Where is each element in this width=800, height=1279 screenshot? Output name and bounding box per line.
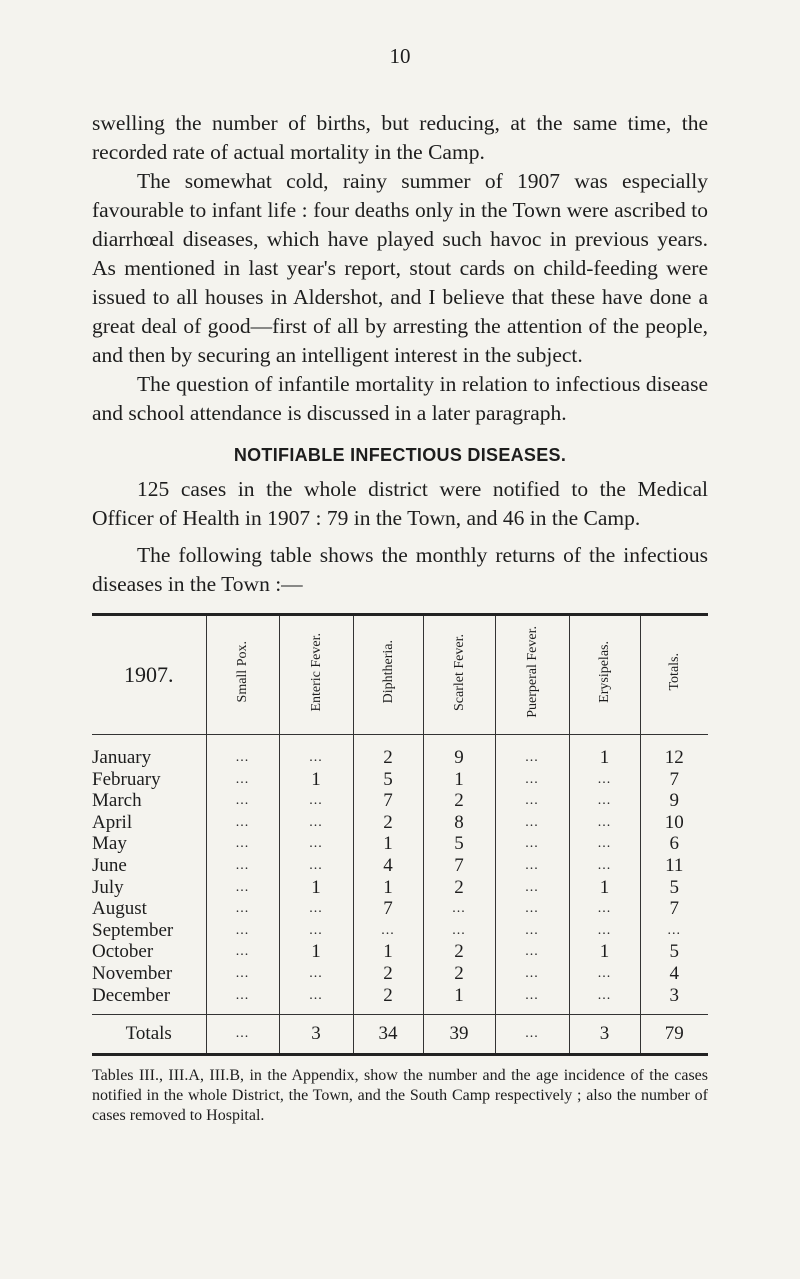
document-page xyxy=(92,44,708,1126)
value-cell: ... xyxy=(640,920,708,942)
month-cell: July xyxy=(92,876,124,898)
value-cell: ... xyxy=(495,790,569,812)
table-row xyxy=(92,769,708,791)
col-header-diphtheria: Diphtheria. xyxy=(353,615,423,735)
value-cell: 9 xyxy=(423,735,495,769)
total-cell: 79 xyxy=(640,1015,708,1055)
value-cell: 7 xyxy=(640,898,708,920)
value-cell: ... xyxy=(569,920,640,942)
value-cell: ... xyxy=(206,833,279,855)
value-cell: ... xyxy=(279,920,353,942)
value-cell: ... xyxy=(495,963,569,985)
value-cell: ... xyxy=(279,855,353,877)
table-intro: The following table shows the monthly returns of the infectious diseases in the Town :— xyxy=(92,543,708,596)
value-cell: ... xyxy=(495,855,569,877)
value-cell: ... xyxy=(206,920,279,942)
value-cell: ... xyxy=(206,898,279,920)
value-cell: ... xyxy=(206,941,279,963)
value-cell: ... xyxy=(206,812,279,834)
value-cell: 11 xyxy=(640,855,708,877)
value-cell: ... xyxy=(495,769,569,791)
value-cell: 6 xyxy=(640,833,708,855)
value-cell: ... xyxy=(569,898,640,920)
value-cell: 1 xyxy=(279,769,353,791)
value-cell: 2 xyxy=(423,790,495,812)
footnote: Tables III., III.A, III.B, in the Appendix, show the number and the age incidence of the cases notified in the whole District, the Town, and the South Camp respectively ; also the number of cases removed to Hospital. xyxy=(92,1067,708,1125)
table-row xyxy=(92,985,708,1015)
value-cell: 9 xyxy=(640,790,708,812)
page-number: 10 xyxy=(389,44,411,68)
value-cell: 4 xyxy=(353,855,423,877)
value-cell: 1 xyxy=(423,985,495,1015)
value-cell: ... xyxy=(279,812,353,834)
value-cell: 8 xyxy=(423,812,495,834)
value-cell: ... xyxy=(495,920,569,942)
value-cell: ... xyxy=(279,985,353,1015)
col-header-erysipelas: Erysipelas. xyxy=(569,615,640,735)
value-cell: ... xyxy=(569,985,640,1015)
value-cell: 2 xyxy=(423,877,495,899)
value-cell: ... xyxy=(206,877,279,899)
value-cell: 10 xyxy=(640,812,708,834)
value-cell: 5 xyxy=(640,877,708,899)
month-cell: May xyxy=(92,833,127,855)
month-cell: March xyxy=(92,790,142,812)
month-cell: February xyxy=(92,768,161,790)
value-cell: 1 xyxy=(279,941,353,963)
value-cell: ... xyxy=(423,898,495,920)
month-cell: October xyxy=(92,941,154,963)
total-cell: 3 xyxy=(569,1015,640,1055)
total-cell: 39 xyxy=(423,1015,495,1055)
value-cell: ... xyxy=(495,833,569,855)
value-cell: 1 xyxy=(569,877,640,899)
col-header-scarlet-fever: Scarlet Fever. xyxy=(423,615,495,735)
value-cell: ... xyxy=(423,920,495,942)
value-cell: ... xyxy=(569,855,640,877)
value-cell: 1 xyxy=(353,941,423,963)
totals-label: Totals xyxy=(92,1015,206,1055)
table-row xyxy=(92,833,708,855)
table-row xyxy=(92,877,708,899)
value-cell: ... xyxy=(495,985,569,1015)
table-row xyxy=(92,790,708,812)
value-cell: ... xyxy=(495,941,569,963)
month-cell: December xyxy=(92,984,171,1006)
col-header-small-pox: Small Pox. xyxy=(206,615,279,735)
value-cell: 7 xyxy=(423,855,495,877)
month-cell: June xyxy=(92,854,127,876)
value-cell: ... xyxy=(279,833,353,855)
month-cell: August xyxy=(92,898,147,920)
value-cell: 1 xyxy=(353,877,423,899)
table-row xyxy=(92,941,708,963)
table-row xyxy=(92,855,708,877)
value-cell: 2 xyxy=(423,941,495,963)
month-cell: November xyxy=(92,962,173,984)
value-cell: ... xyxy=(206,790,279,812)
total-cell: 34 xyxy=(353,1015,423,1055)
paragraph-2: The somewhat cold, rainy summer of 1907 was especially favourable to infant life : four deaths only in the Town were ascribed to diarrhœal diseases, which have played such havoc in previous years. As mentioned in last year's report, stout cards on child-feeding were issued to all houses in Aldershot, and I believe that these have done a great deal of good—first of all by arresting the attention of the people, and then by securing an intelligent interest in the subject. xyxy=(92,169,708,367)
table-row xyxy=(92,963,708,985)
value-cell: ... xyxy=(206,985,279,1015)
value-cell: ... xyxy=(206,855,279,877)
monthly-returns-table xyxy=(92,613,708,1056)
value-cell: ... xyxy=(353,920,423,942)
value-cell: ... xyxy=(569,790,640,812)
notified-paragraph: 125 cases in the whole district were notified to the Medical Officer of Health in 1907 : 79 in the Town, and 46 in the Camp. xyxy=(92,477,708,530)
value-cell: 5 xyxy=(640,941,708,963)
value-cell: ... xyxy=(279,735,353,769)
totals-row xyxy=(92,1015,708,1055)
value-cell: 3 xyxy=(640,985,708,1015)
value-cell: ... xyxy=(569,812,640,834)
value-cell: ... xyxy=(495,812,569,834)
value-cell: 1 xyxy=(423,769,495,791)
table-row xyxy=(92,812,708,834)
value-cell: ... xyxy=(495,898,569,920)
col-header-totals: Totals. xyxy=(640,615,708,735)
value-cell: ... xyxy=(206,963,279,985)
value-cell: 5 xyxy=(353,769,423,791)
value-cell: ... xyxy=(569,769,640,791)
table-row xyxy=(92,898,708,920)
value-cell: 1 xyxy=(279,877,353,899)
section-heading: NOTIFIABLE INFECTIOUS DISEASES. xyxy=(233,445,567,465)
value-cell: ... xyxy=(206,769,279,791)
value-cell: 1 xyxy=(569,735,640,769)
value-cell: ... xyxy=(569,833,640,855)
total-cell: 3 xyxy=(279,1015,353,1055)
value-cell: ... xyxy=(279,790,353,812)
paragraph-3: The question of infantile mortality in relation to infectious disease and school attendance is discussed in a later paragraph. xyxy=(92,372,708,425)
value-cell: 12 xyxy=(640,735,708,769)
table-row xyxy=(92,920,708,942)
value-cell: 1 xyxy=(353,833,423,855)
value-cell: ... xyxy=(569,963,640,985)
value-cell: 2 xyxy=(353,985,423,1015)
value-cell: 7 xyxy=(353,790,423,812)
year-header: 1907. xyxy=(92,615,206,735)
value-cell: 2 xyxy=(353,735,423,769)
value-cell: 7 xyxy=(640,769,708,791)
table-body xyxy=(92,735,708,1055)
total-cell: ... xyxy=(206,1015,279,1055)
value-cell: ... xyxy=(495,877,569,899)
value-cell: ... xyxy=(279,898,353,920)
total-cell: ... xyxy=(495,1015,569,1055)
value-cell: ... xyxy=(279,963,353,985)
table-header-row xyxy=(92,615,708,735)
paragraph-1: swelling the number of births, but reducing, at the same time, the recorded rate of actual mortality in the Camp. xyxy=(92,111,708,164)
value-cell: 2 xyxy=(423,963,495,985)
value-cell: 4 xyxy=(640,963,708,985)
value-cell: 2 xyxy=(353,812,423,834)
month-cell: April xyxy=(92,811,133,833)
month-cell: January xyxy=(92,747,152,768)
value-cell: 5 xyxy=(423,833,495,855)
value-cell: 2 xyxy=(353,963,423,985)
value-cell: 7 xyxy=(353,898,423,920)
col-header-puerperal-fever: Puerperal Fever. xyxy=(495,615,569,735)
col-header-enteric-fever: Enteric Fever. xyxy=(279,615,353,735)
value-cell: 1 xyxy=(569,941,640,963)
value-cell: ... xyxy=(206,735,279,769)
month-cell: September xyxy=(92,919,174,941)
value-cell: ... xyxy=(495,735,569,769)
table-row xyxy=(92,735,708,769)
